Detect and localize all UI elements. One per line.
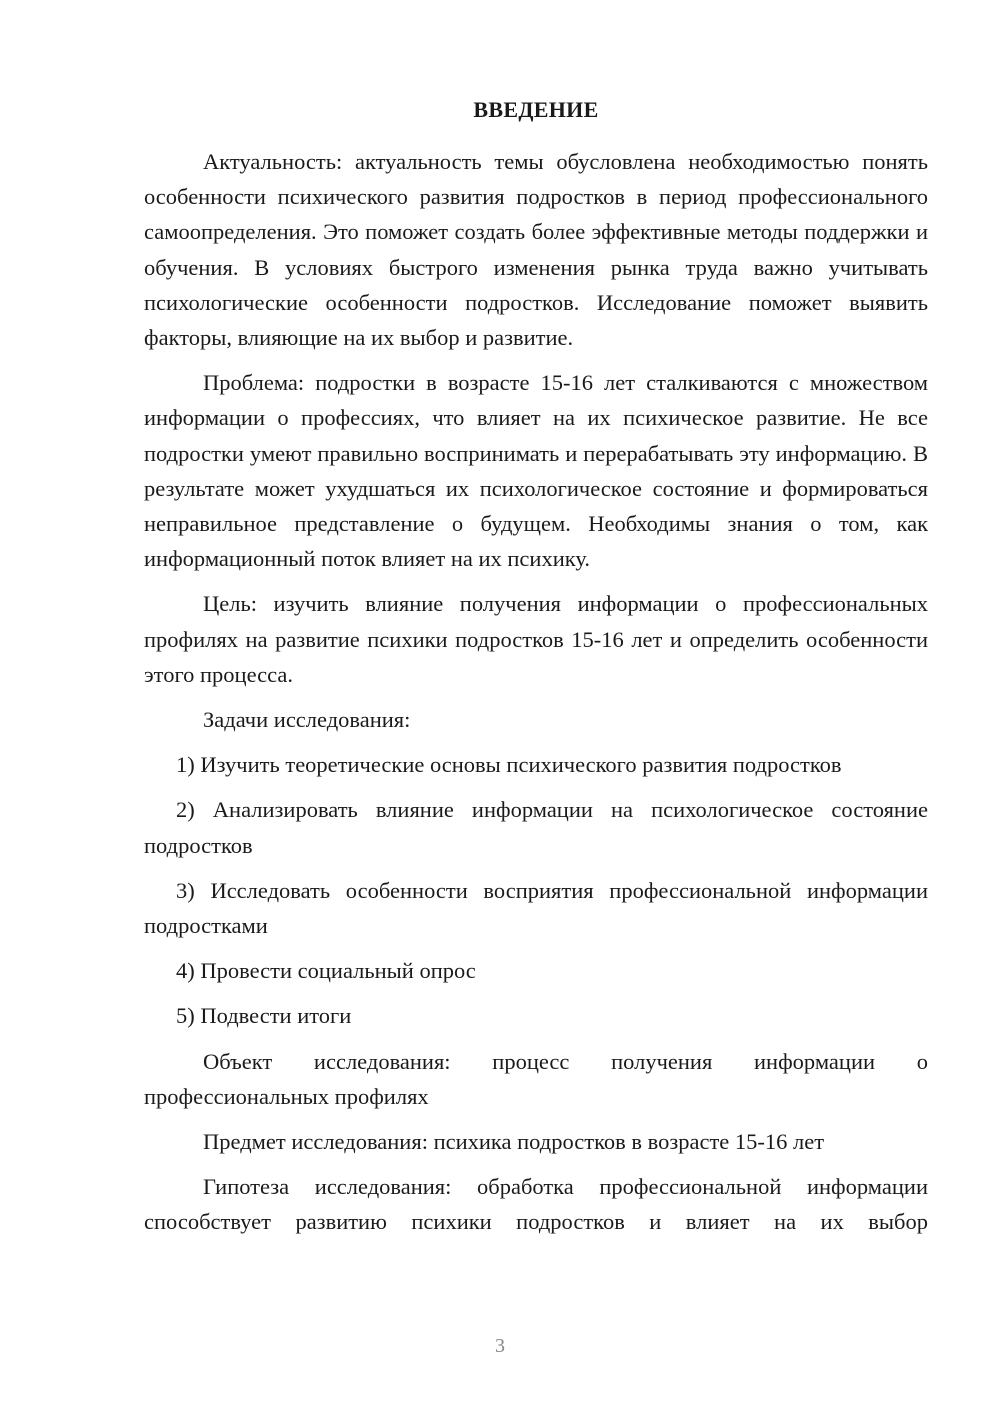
subject-paragraph: Предмет исследования: психика подростков в возрасте 15-16 лет (203, 1129, 825, 1155)
tasks-heading: Задачи исследования: (203, 707, 411, 733)
relevance-paragraph: Актуальность: актуальность темы обусловлена необходимостью понять особенности психического развития подростков в период профессионального самоопределения. Это поможет создать более эффективные методы поддержки и обучения. В условиях быстрого изменения рынка труда важно учитывать психологические особенности подростков. Исследование поможет выявить факторы, влияющие на их выбор и развитие. (144, 149, 928, 351)
object-paragraph: Объект исследования: процесс получения информации о профессиональных профилях (144, 1048, 928, 1109)
hypothesis-paragraph: Гипотеза исследования: обработка профессиональной информации способствует развитию психики подростков и влияет на их выбор (144, 1174, 928, 1235)
goal-paragraph: Цель: изучить влияние получения информации о профессиональных профилях на развитие психики подростков 15-16 лет и определить особенности этого процесса. (144, 591, 928, 687)
page-number: 3 (495, 1335, 505, 1357)
task-item-5: 5) Подвести итоги (176, 1003, 352, 1029)
problem-paragraph: Проблема: подростки в возрасте 15-16 лет сталкиваются с множеством информации о профессиях, что влияет на их психическое развитие. Не все подростки умеют правильно воспринимать и перерабатывать эту информацию. В результате может ухудшаться их психологическое состояние и формироваться неправильное представление о будущем. Необходимы знания о том, как информационный поток влияет на их психику. (144, 370, 928, 572)
task-item-2: 2) Анализировать влияние информации на психологическое состояние подростков (144, 797, 928, 858)
task-item-4: 4) Провести социальный опрос (176, 958, 476, 984)
section-title: ВВЕДЕНИЕ (473, 97, 599, 122)
task-item-1: 1) Изучить теоретические основы психического развития подростков (176, 752, 842, 778)
document-page (144, 92, 928, 1240)
task-item-3: 3) Исследовать особенности восприятия профессиональной информации подростками (144, 877, 928, 939)
